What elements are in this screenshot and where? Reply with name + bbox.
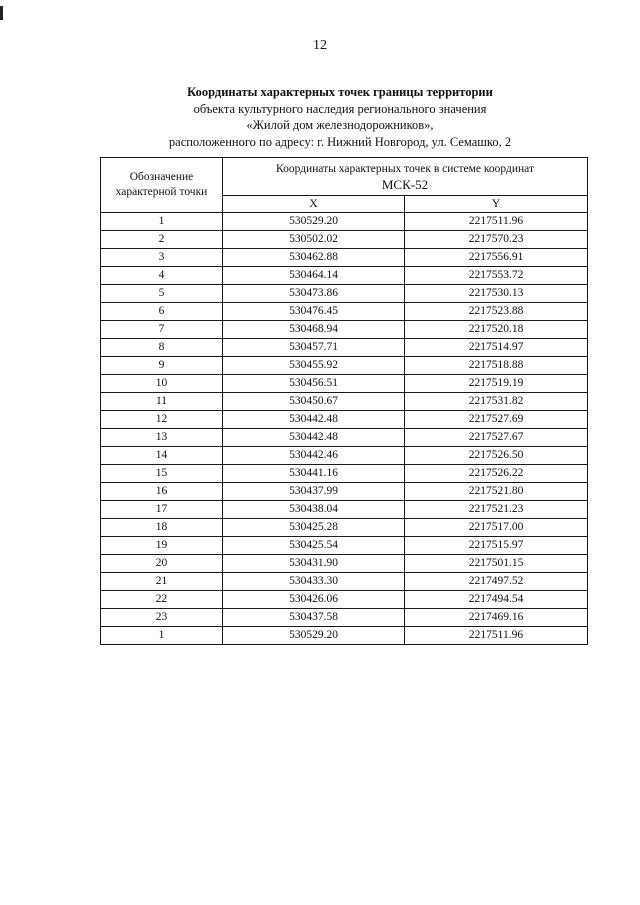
point-number-cell: 17 [101, 501, 223, 519]
table-row [101, 411, 588, 429]
x-coordinate-cell: 530468.94 [223, 321, 405, 339]
page-edge-mark [0, 6, 3, 20]
heading-object-type: объекта культурного наследия регионального значения [193, 101, 487, 116]
point-number-cell: 9 [101, 357, 223, 375]
table-row [101, 537, 588, 555]
table-row [101, 267, 588, 285]
y-coordinate-cell: 2217526.22 [405, 465, 588, 483]
y-column-header: Y [405, 196, 588, 213]
y-coordinate-cell: 2217527.69 [405, 411, 588, 429]
x-coordinate-cell: 530529.20 [223, 213, 405, 231]
heading-object-name: «Жилой дом железнодорожников», [246, 118, 434, 132]
point-number-cell: 7 [101, 321, 223, 339]
point-number-cell: 10 [101, 375, 223, 393]
x-coordinate-cell: 530431.90 [223, 555, 405, 573]
point-designation-header [101, 158, 223, 213]
x-coordinate-cell: 530425.28 [223, 519, 405, 537]
x-coordinate-cell: 530442.48 [223, 429, 405, 447]
table-row [101, 627, 588, 645]
x-coordinate-cell: 530473.86 [223, 285, 405, 303]
x-coordinate-cell: 530462.88 [223, 249, 405, 267]
x-coordinate-cell: 530426.06 [223, 591, 405, 609]
table-row [101, 249, 588, 267]
point-number-cell: 8 [101, 339, 223, 357]
coordinates-table-header [101, 158, 588, 213]
point-number-cell: 1 [101, 627, 223, 645]
x-coordinate-cell: 530450.67 [223, 393, 405, 411]
x-coordinate-cell: 530438.04 [223, 501, 405, 519]
point-number-cell: 12 [101, 411, 223, 429]
point-number-cell: 4 [101, 267, 223, 285]
point-number-cell: 15 [101, 465, 223, 483]
coordinates-table-body [101, 213, 588, 645]
coordinate-system-header-line1: Координаты характерных точек в системе координат [276, 162, 534, 175]
x-column-header: X [223, 196, 405, 213]
point-number-cell: 2 [101, 231, 223, 249]
x-coordinate-cell: 530442.46 [223, 447, 405, 465]
coordinates-table [100, 157, 588, 645]
y-coordinate-cell: 2217521.23 [405, 501, 588, 519]
table-row [101, 591, 588, 609]
x-coordinate-cell: 530441.16 [223, 465, 405, 483]
y-coordinate-cell: 2217521.80 [405, 483, 588, 501]
x-coordinate-cell: 530464.14 [223, 267, 405, 285]
y-coordinate-cell: 2217527.67 [405, 429, 588, 447]
y-coordinate-cell: 2217531.82 [405, 393, 588, 411]
y-coordinate-cell: 2217469.16 [405, 609, 588, 627]
table-row [101, 231, 588, 249]
table-row [101, 213, 588, 231]
y-coordinate-cell: 2217526.50 [405, 447, 588, 465]
x-coordinate-cell: 530455.92 [223, 357, 405, 375]
page-number: 12 [313, 38, 327, 53]
y-coordinate-cell: 2217518.88 [405, 357, 588, 375]
point-number-cell: 19 [101, 537, 223, 555]
x-coordinate-cell: 530437.99 [223, 483, 405, 501]
heading-address: расположенного по адресу: г. Нижний Новгород, ул. Семашко, 2 [168, 134, 512, 149]
point-number-cell: 22 [101, 591, 223, 609]
x-coordinate-cell: 530529.20 [223, 627, 405, 645]
y-coordinate-cell: 2217497.52 [405, 573, 588, 591]
table-row [101, 393, 588, 411]
y-coordinate-cell: 2217515.97 [405, 537, 588, 555]
point-designation-header-line1: Обозначение [129, 171, 194, 183]
document-heading [120, 84, 560, 150]
point-number-cell: 13 [101, 429, 223, 447]
table-row [101, 357, 588, 375]
y-coordinate-cell: 2217517.00 [405, 519, 588, 537]
y-coordinate-cell: 2217511.96 [405, 627, 588, 645]
table-row [101, 519, 588, 537]
y-coordinate-cell: 2217519.19 [405, 375, 588, 393]
table-row [101, 501, 588, 519]
x-coordinate-cell: 530437.58 [223, 609, 405, 627]
x-coordinate-cell: 530442.48 [223, 411, 405, 429]
point-number-cell: 16 [101, 483, 223, 501]
point-number-cell: 21 [101, 573, 223, 591]
table-row [101, 321, 588, 339]
coordinate-system-header [223, 158, 588, 196]
point-number-cell: 1 [101, 213, 223, 231]
coordinate-system-name: МСК-52 [381, 176, 429, 192]
x-coordinate-cell: 530476.45 [223, 303, 405, 321]
y-coordinate-cell: 2217514.97 [405, 339, 588, 357]
point-number-cell: 18 [101, 519, 223, 537]
x-coordinate-cell: 530425.54 [223, 537, 405, 555]
point-designation-header-line2: характерной точки [115, 186, 208, 198]
table-row [101, 609, 588, 627]
heading-title: Координаты характерных точек границы территории [187, 85, 493, 99]
y-coordinate-cell: 2217494.54 [405, 591, 588, 609]
point-number-cell: 5 [101, 285, 223, 303]
point-number-cell: 14 [101, 447, 223, 465]
y-coordinate-cell: 2217556.91 [405, 249, 588, 267]
point-number-cell: 11 [101, 393, 223, 411]
y-coordinate-cell: 2217570.23 [405, 231, 588, 249]
table-row [101, 483, 588, 501]
x-coordinate-cell: 530433.30 [223, 573, 405, 591]
x-coordinate-cell: 530502.02 [223, 231, 405, 249]
x-coordinate-cell: 530456.51 [223, 375, 405, 393]
point-number-cell: 3 [101, 249, 223, 267]
table-row [101, 339, 588, 357]
point-number-cell: 20 [101, 555, 223, 573]
table-row [101, 303, 588, 321]
table-row [101, 447, 588, 465]
y-coordinate-cell: 2217553.72 [405, 267, 588, 285]
y-coordinate-cell: 2217511.96 [405, 213, 588, 231]
y-coordinate-cell: 2217520.18 [405, 321, 588, 339]
table-row [101, 573, 588, 591]
y-coordinate-cell: 2217530.13 [405, 285, 588, 303]
y-coordinate-cell: 2217501.15 [405, 555, 588, 573]
x-coordinate-cell: 530457.71 [223, 339, 405, 357]
table-row [101, 285, 588, 303]
table-row [101, 375, 588, 393]
point-number-cell: 23 [101, 609, 223, 627]
y-coordinate-cell: 2217523.88 [405, 303, 588, 321]
table-row [101, 555, 588, 573]
table-row [101, 465, 588, 483]
table-row [101, 429, 588, 447]
point-number-cell: 6 [101, 303, 223, 321]
